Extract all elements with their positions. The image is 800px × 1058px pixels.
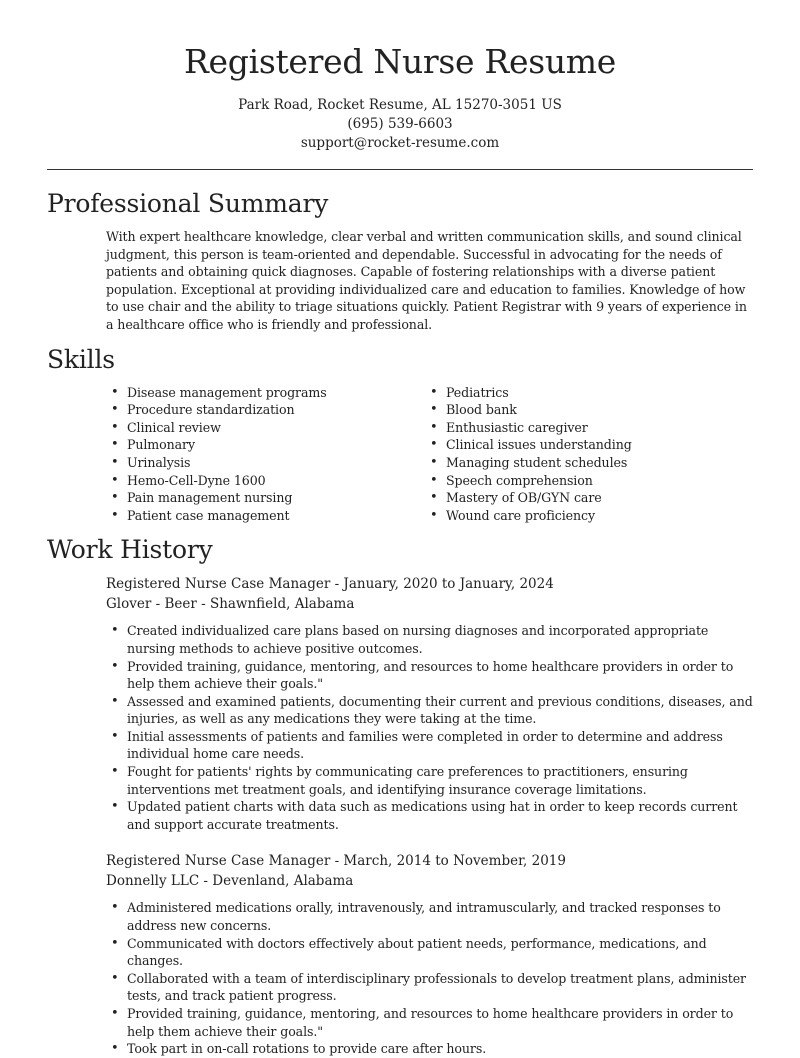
- job-company: Glover - Beer - Shawnfield, Alabama: [106, 596, 355, 613]
- job-bullets: [106, 622, 753, 833]
- skill-item: • Hemo-Cell-Dyne 1600: [127, 472, 446, 490]
- job-bullet: • Took part in on-call rotations to provide care after hours.: [127, 1040, 753, 1058]
- job-bullet: • Collaborated with a team of interdisciplinary professionals to develop treatment plans, administer tests, and track patient progress.: [127, 970, 753, 1005]
- job-bullet: • Initial assessments of patients and families were completed in order to determine and address individual home care needs.: [127, 728, 753, 763]
- skills-list: [0, 384, 800, 525]
- contact-address: Park Road, Rocket Resume, AL 15270-3051 US: [238, 97, 562, 113]
- job-title: Registered Nurse Case Manager - March, 2014 to November, 2019: [106, 853, 566, 870]
- job-bullet: • Administered medications orally, intravenously, and intramuscularly, and tracked responses to address new concerns.: [127, 899, 753, 934]
- job-title: Registered Nurse Case Manager - January, 2020 to January, 2024: [106, 576, 554, 593]
- resume-title: Registered Nurse Resume: [183, 42, 617, 81]
- skill-item: • Pediatrics: [446, 384, 632, 402]
- contact-email: support@rocket-resume.com: [300, 135, 500, 151]
- job-bullet: • Created individualized care plans based on nursing diagnoses and incorporated appropriate nursing methods to achieve positive outcomes.: [127, 622, 753, 657]
- skill-item: • Pulmonary: [127, 436, 446, 454]
- job-entry: [106, 851, 753, 1057]
- skills-column-right: [446, 384, 632, 525]
- job-bullets: [106, 899, 753, 1057]
- skill-item: • Patient case management: [127, 507, 446, 525]
- skill-item: • Clinical review: [127, 419, 446, 437]
- job-bullet: • Provided training, guidance, mentoring, and resources to home healthcare providers in order to help them achieve their goals.": [127, 658, 753, 693]
- skill-item: • Speech comprehension: [446, 472, 632, 490]
- job-bullet: • Updated patient charts with data such as medications using hat in order to keep records current and support accurate treatments.: [127, 798, 753, 833]
- header-divider: [47, 169, 753, 170]
- job-spacer: [0, 833, 800, 843]
- contact-block: [0, 96, 800, 153]
- skill-item: • Mastery of OB/GYN care: [446, 489, 632, 507]
- summary-text: With expert healthcare knowledge, clear verbal and written communication skills, and sound clinical judgment, this person is team-oriented and dependable. Successful in advocating for the needs of patients and obtaining quick diagnoses. Capable of fostering relationships with a diverse patient population. Exceptional at providing individualized care and education to families. Knowledge of how to use chair and the ability to triage situations quickly. Patient Registrar with 9 years of experience in a healthcare office who is friendly and professional.: [106, 229, 747, 332]
- skill-item: • Clinical issues understanding: [446, 436, 632, 454]
- job-entry: [106, 574, 753, 833]
- skill-item: • Disease management programs: [127, 384, 446, 402]
- job-bullet: • Fought for patients' rights by communicating care preferences to practitioners, ensuring interventions met treatment goals, and identifying insurance coverage limitations.: [127, 763, 753, 798]
- skill-item: • Blood bank: [446, 401, 632, 419]
- skills-column-left: [127, 384, 446, 525]
- skill-item: • Procedure standardization: [127, 401, 446, 419]
- contact-phone: (695) 539-6603: [347, 116, 453, 132]
- skills-heading: Skills: [47, 344, 115, 374]
- job-bullet: • Communicated with doctors effectively about patient needs, performance, medications, and changes.: [127, 935, 753, 970]
- job-bullet: • Provided training, guidance, mentoring, and resources to home healthcare providers in order to help them achieve their goals.": [127, 1005, 753, 1040]
- skill-item: • Pain management nursing: [127, 489, 446, 507]
- summary-heading: Professional Summary: [47, 189, 329, 218]
- skill-item: • Managing student schedules: [446, 454, 632, 472]
- skill-item: • Wound care proficiency: [446, 507, 632, 525]
- skill-item: • Enthusiastic caregiver: [446, 419, 632, 437]
- work-heading: Work History: [47, 535, 213, 565]
- skill-item: • Urinalysis: [127, 454, 446, 472]
- job-bullet: • Assessed and examined patients, documenting their current and previous conditions, diseases, and injuries, as well as any medications they were taking at the time.: [127, 693, 753, 728]
- job-company: Donnelly LLC - Devenland, Alabama: [106, 873, 354, 890]
